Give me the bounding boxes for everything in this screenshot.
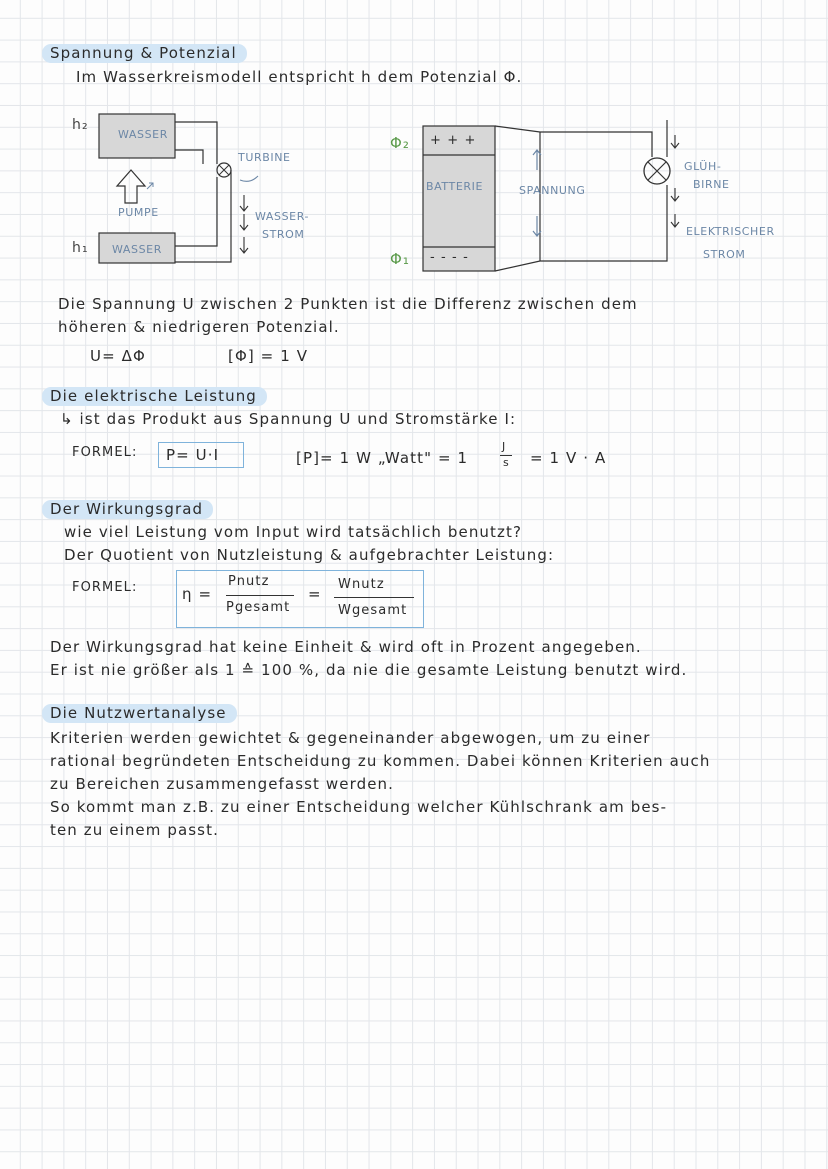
pipe-top-inner: [175, 150, 203, 164]
nutzwert-line-2: rational begründeten Entscheidung zu kommen. Dabei können Kriterien auch: [50, 752, 711, 770]
pipe-top-outer: [175, 122, 217, 164]
intro-text: Im Wasserkreismodell entspricht h dem Potenzial Φ.: [76, 68, 523, 86]
wirkungsgrad-line-1: wie viel Leistung vom Input wird tatsächlich benutzt?: [64, 523, 523, 541]
unit-p-start: [P]= 1 W „Watt" = 1: [296, 449, 469, 467]
label-gluehbirne-1: GLÜH-: [684, 160, 722, 173]
formula-p-bar: [226, 595, 294, 596]
label-phi2: Φ₂: [390, 134, 411, 152]
formula-p: P= U·I: [166, 446, 220, 464]
label-wasser-top: WASSER: [118, 128, 168, 141]
definition-line-2: höheren & niedrigeren Potenzial.: [58, 318, 340, 336]
heading-nutzwertanalyse: Die Nutzwertanalyse: [42, 704, 237, 723]
flow-arrow-3: [240, 237, 248, 253]
label-pumpe: PUMPE: [118, 206, 159, 219]
unit-p-end: = 1 V · A: [530, 449, 607, 467]
wirkungsgrad-note-1: Der Wirkungsgrad hat keine Einheit & wird oft in Prozent angegeben.: [50, 638, 642, 656]
wire-top-inner: [495, 126, 652, 157]
bulb-cross: [648, 162, 666, 180]
label-strom-1: ELEKTRISCHER: [686, 225, 775, 238]
label-h2: h₂: [72, 117, 89, 133]
label-turbine: TURBINE: [238, 151, 291, 164]
wirkungsgrad-note-2: Er ist nie größer als 1 ≙ 100 %, da nie die gesamte Leistung benutzt wird.: [50, 661, 688, 679]
wire-bottom-inner: [495, 185, 667, 271]
current-arrow-2: [671, 188, 679, 201]
label-minus: - - - -: [430, 250, 469, 265]
label-wasser-bottom: WASSER: [112, 243, 162, 256]
flow-arrow-1: [240, 195, 248, 211]
formula-p-num: Pnutz: [228, 574, 270, 589]
pump-small-arrow-icon: [147, 183, 153, 189]
formel-label-leistung: FORMEL:: [72, 445, 138, 460]
label-strom-2: STROM: [703, 248, 746, 261]
nutzwert-line-1: Kriterien werden gewichtet & gegeneinander abgewogen, um zu einer: [50, 729, 651, 747]
formula-u: U= ΔΦ: [90, 347, 146, 365]
formula-eta: η =: [182, 585, 213, 603]
nutzwert-line-3: zu Bereichen zusammengefasst werden.: [50, 775, 395, 793]
unit-frac-den: s: [503, 456, 510, 469]
label-phi1: Φ₁: [390, 250, 411, 268]
formula-equals: =: [308, 585, 322, 603]
unit-phi: [Φ] = 1 V: [228, 347, 309, 365]
formula-p-den: Pgesamt: [226, 600, 291, 615]
leistung-desc: ↳ ist das Produkt aus Spannung U und Stromstärke I:: [60, 410, 517, 428]
heading-wirkungsgrad: Der Wirkungsgrad: [42, 500, 213, 519]
label-wasserstrom-2: STROM: [262, 228, 305, 241]
label-batterie: BATTERIE: [426, 180, 484, 193]
turbine-swirl-icon: [240, 176, 258, 181]
label-gluehbirne-2: BIRNE: [693, 178, 730, 191]
nutzwert-line-4: So kommt man z.B. zu einer Entscheidung welcher Kühlschrank am bes-: [50, 798, 668, 816]
label-wasserstrom-1: WASSER-: [255, 210, 310, 223]
turbine-cross: [219, 165, 229, 175]
formula-w-bar: [334, 597, 414, 598]
label-spannung: SPANNUNG: [519, 184, 586, 197]
formula-w-num: Wnutz: [338, 577, 385, 592]
pipe-bottom-outer: [175, 170, 231, 262]
pipe-bottom-inner: [175, 177, 217, 246]
pump-arrow-icon: [117, 170, 145, 203]
formula-box-wirkungsgrad: [176, 570, 424, 628]
label-plus: + + +: [430, 133, 477, 148]
heading-spannung-potenzial: Spannung & Potenzial: [42, 44, 247, 63]
label-h1: h₁: [72, 240, 89, 256]
wirkungsgrad-line-2: Der Quotient von Nutzleistung & aufgebrachter Leistung:: [64, 546, 555, 564]
nutzwert-line-5: ten zu einem passt.: [50, 821, 219, 839]
flow-arrow-2: [240, 214, 248, 230]
formel-label-wirkungsgrad: FORMEL:: [72, 580, 138, 595]
current-arrow-3: [671, 214, 679, 227]
unit-frac-num: J: [502, 440, 507, 453]
formula-w-den: Wgesamt: [338, 603, 408, 618]
definition-line-1: Die Spannung U zwischen 2 Punkten ist die Differenz zwischen dem: [58, 295, 638, 313]
current-arrow-1: [671, 135, 679, 148]
heading-leistung: Die elektrische Leistung: [42, 387, 267, 406]
